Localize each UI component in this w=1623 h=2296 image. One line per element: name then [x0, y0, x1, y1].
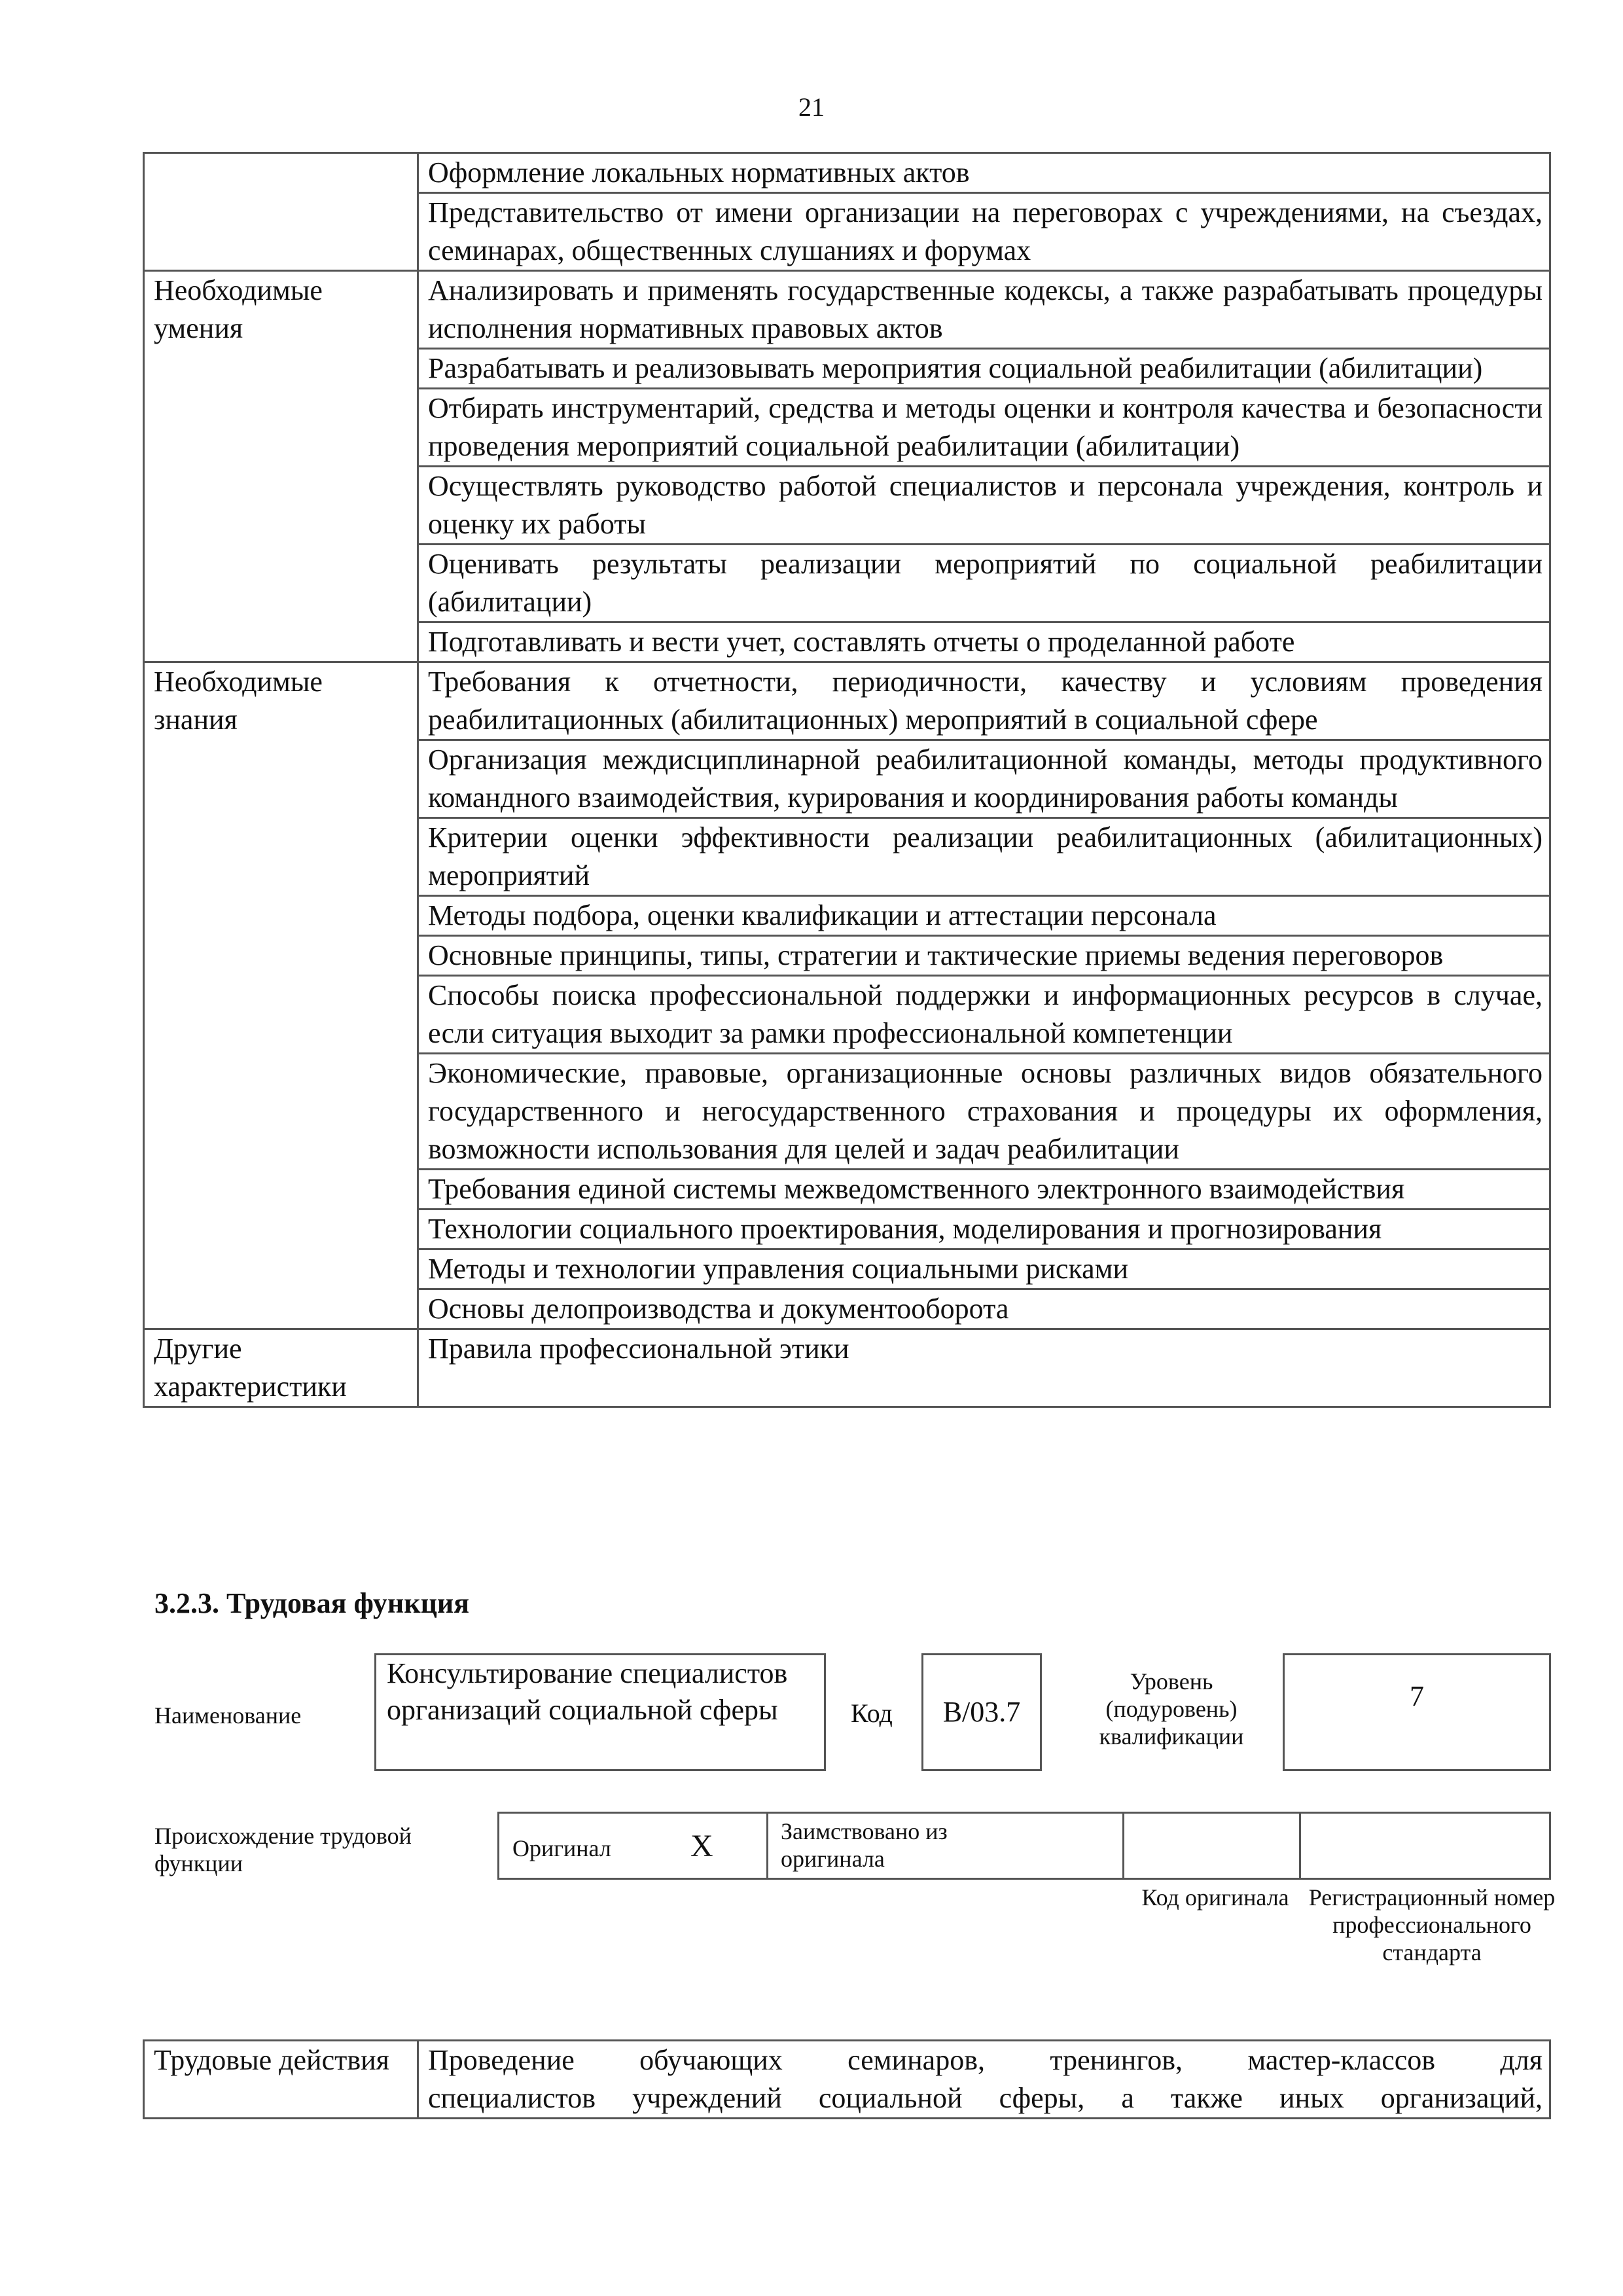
row-text: Организация междисциплинарной реабилитационной команды, методы продуктивного командного взаимодействия, курирования и координирования работы команды [418, 740, 1550, 818]
divider [1122, 1814, 1124, 1879]
row-text: Основные принципы, типы, стратегии и тактические приемы ведения переговоров [418, 936, 1550, 976]
text-line: специалистов учреждений социальной сферы, а также иных организаций, [428, 2082, 1543, 2114]
orig-code-caption: Код оригинала [1141, 1884, 1289, 1910]
divider [766, 1814, 768, 1879]
origin-label: Происхождение трудовой функции [154, 1823, 412, 1876]
row-label: Необходимые умения [144, 271, 418, 662]
section-heading: 3.2.3. Трудовая функция [154, 1587, 470, 1619]
row-text: Отбирать инструментарий, средства и методы оценки и контроля качества и безопасности проведения мероприятий социальной реабилитации (абилитации) [418, 389, 1550, 467]
row-text: Анализировать и применять государственные кодексы, а также разрабатывать процедуры исполнения нормативных правовых актов [418, 271, 1550, 349]
row-label [144, 153, 418, 271]
table-row [144, 1329, 1550, 1407]
function-name-value: Консультирование специалистов организаций социальной сферы [387, 1657, 788, 1726]
row-text: Разрабатывать и реализовывать мероприятия социальной реабилитации (абилитации) [418, 349, 1550, 389]
row-text: Оценивать результаты реализации мероприятий по социальной реабилитации (абилитации) [418, 545, 1550, 622]
labor-actions-table [143, 2039, 1551, 2119]
function-name-box [374, 1653, 826, 1771]
row-text: Представительство от имени организации на переговорах с учреждениями, на съездах, семинарах, общественных слушаниях и форумах [418, 193, 1550, 271]
table-row [144, 153, 1550, 193]
row-text: Оформление локальных нормативных актов [418, 153, 1550, 193]
row-text: Методы подбора, оценки квалификации и аттестации персонала [418, 896, 1550, 936]
row-text: Требования к отчетности, периодичности, качеству и условиям проведения реабилитационных (абилитационных) мероприятий в социальной сфере [418, 662, 1550, 740]
row-text: Основы делопроизводства и документооборота [418, 1289, 1550, 1329]
level-value: 7 [1283, 1653, 1551, 1771]
table-row [144, 662, 1550, 740]
row-label: Другие характеристики [144, 1329, 418, 1407]
table-row [144, 271, 1550, 349]
row-label: Необходимые знания [144, 662, 418, 1329]
row-text: Методы и технологии управления социальными рисками [418, 1249, 1550, 1289]
original-mark: X [690, 1829, 713, 1863]
row-text: Правила профессиональной этики [418, 1329, 1550, 1407]
reg-number-caption: Регистрационный номер профессионального стандарта [1308, 1884, 1556, 1965]
level-label: Уровень (подуровень) квалификации [1099, 1668, 1244, 1749]
table-row [144, 2041, 1550, 2119]
row-text: Способы поиска профессиональной поддержки и информационных ресурсов в случае, если ситуация выходит за рамки профессиональной компетенции [418, 976, 1550, 1054]
row-text: Технологии социального проектирования, моделирования и прогнозирования [418, 1210, 1550, 1249]
row-text [418, 2041, 1550, 2119]
row-text: Подготавливать и вести учет, составлять отчеты о проделанной работе [418, 622, 1550, 662]
borrowed-label: Заимствовано из оригинала [781, 1818, 948, 1872]
name-label: Наименование [154, 1702, 302, 1729]
text-line: Проведение обучающих семинаров, тренингов, мастер-классов для [428, 2044, 1543, 2076]
row-label: Трудовые действия [144, 2041, 418, 2119]
page-number: 21 [798, 92, 825, 122]
row-text: Осуществлять руководство работой специалистов и персонала учреждения, контроль и оценку их работы [418, 467, 1550, 545]
origin-table [497, 1812, 1551, 1880]
skills-knowledge-table [143, 152, 1551, 1408]
original-label: Оригинал [512, 1835, 611, 1861]
code-label: Код [851, 1698, 893, 1728]
row-text: Требования единой системы межведомственного электронного взаимодействия [418, 1170, 1550, 1210]
row-text: Критерии оценки эффективности реализации реабилитационных (абилитационных) мероприятий [418, 818, 1550, 896]
divider [1299, 1814, 1301, 1879]
row-text: Экономические, правовые, организационные основы различных видов обязательного государственного и негосударственного страхования и процедуры их оформления, возможности использования для целей и задач реабилитации [418, 1054, 1550, 1170]
code-value: B/03.7 [921, 1653, 1042, 1771]
